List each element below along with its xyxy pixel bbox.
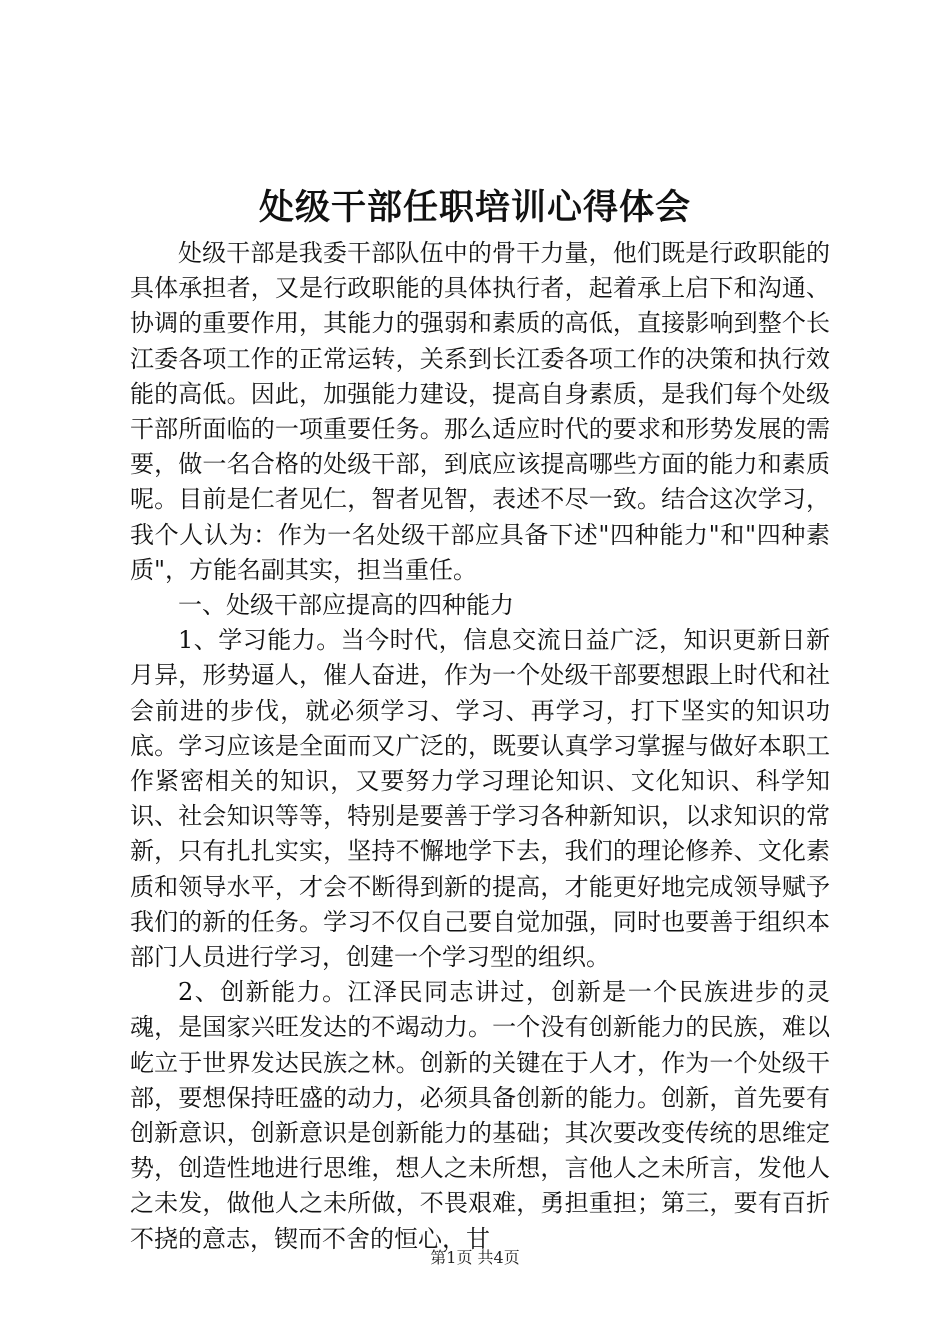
page-number-footer: 第1页 共4页 <box>430 1248 520 1267</box>
document-body <box>130 236 830 1257</box>
document-title: 处级干部任职培训心得体会 <box>258 187 691 228</box>
section-heading-abilities: 一、处级干部应提高的四种能力 <box>178 591 514 620</box>
paragraph-intro: 处级干部是我委干部队伍中的骨干力量，他们既是行政职能的具体承担者，又是行政职能的具体执行者，起着承上启下和沟通、协调的重要作用，其能力的强弱和素质的高低，直接影响到整个长江委各项工作的正常运转，关系到长江委各项工作的决策和执行效能的高低。因此，加强能力建设，提高自身素质，是我们每个处级干部所面临的一项重要任务。那么适应时代的要求和形势发展的需要，做一名合格的处级干部，到底应该提高哪些方面的能力和素质呢。目前是仁者见仁，智者见智，表述不尽一致。结合这次学习，我个人认为：作为一名处级干部应具备下述"四种能力"和"四种素质"，方能名副其实，担当重任。 <box>130 239 830 584</box>
paragraph-learning-ability: 1、学习能力。当今时代，信息交流日益广泛，知识更新日新月异，形势逼人，催人奋进，作为一个处级干部要想跟上时代和社会前进的步伐，就必须学习、学习、再学习，打下坚实的知识功底。学习应该是全面而又广泛的，既要认真学习掌握与做好本职工作紧密相关的知识，又要努力学习理论知识、文化知识、科学知识、社会知识等等，特别是要善于学习各种新知识，以求知识的常新，只有扎扎实实，坚持不懈地学下去，我们的理论修养、文化素质和领导水平，才会不断得到新的提高，才能更好地完成领导赋予我们的新的任务。学习不仅自己要自觉加强，同时也要善于组织本部门人员进行学习，创建一个学习型的组织。 <box>130 626 830 972</box>
paragraph-innovation-ability: 2、创新能力。江泽民同志讲过，创新是一个民族进步的灵魂，是国家兴旺发达的不竭动力。一个没有创新能力的民族，难以屹立于世界发达民族之林。创新的关键在于人才，作为一个处级干部，要想保持旺盛的动力，必须具备创新的能力。创新，首先要有创新意识，创新意识是创新能力的基础；其次要改变传统的思维定势，创造性地进行思维，想人之未所想，言他人之未所言，发他人之未发，做他人之未所做，不畏艰难，勇担重担；第三，要有百折不挠的意志，锲而不舍的恒心，甘 <box>130 978 830 1253</box>
